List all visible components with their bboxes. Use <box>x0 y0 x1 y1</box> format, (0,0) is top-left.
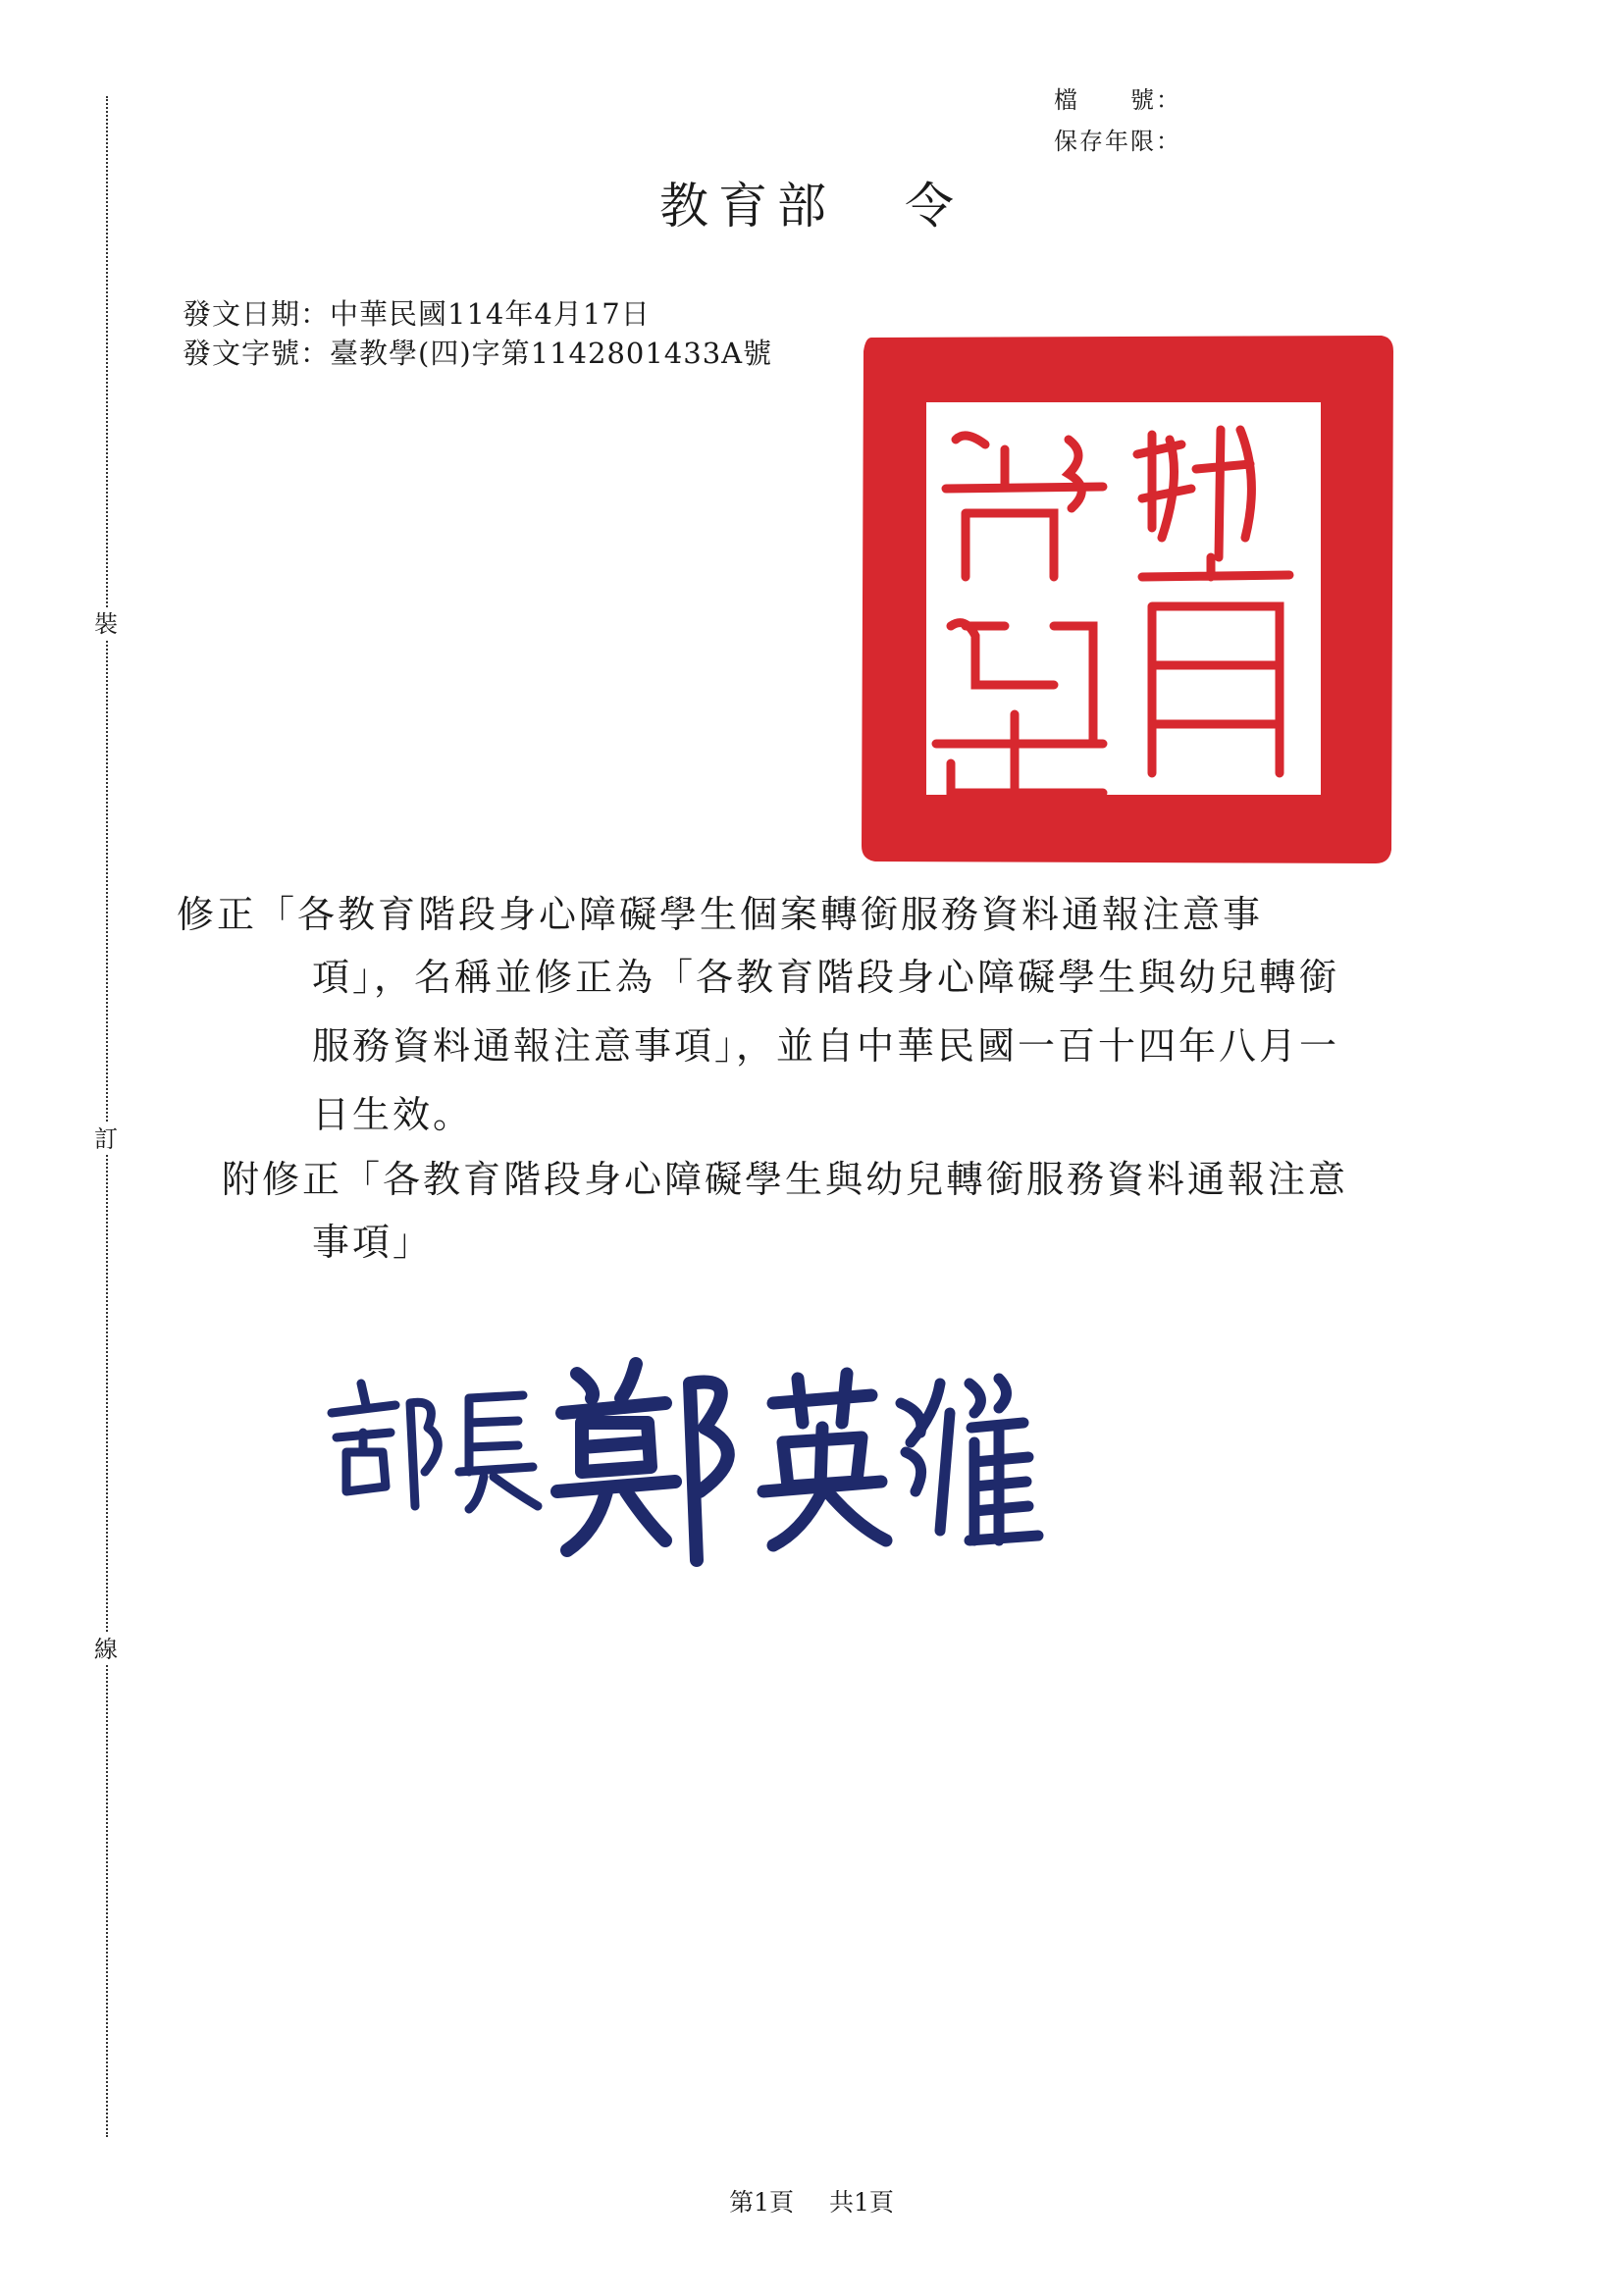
binding-mark-ding: 訂 <box>90 1123 122 1155</box>
issue-date-value: 中華民國114年4月17日 <box>330 297 651 331</box>
issue-number-value: 臺教學(四)字第1142801433A號 <box>330 337 773 370</box>
minister-signature <box>312 1344 1058 1570</box>
signature-title <box>312 1433 314 1434</box>
binding-line <box>106 96 108 2137</box>
page-number: 第1頁 <box>729 2188 794 2217</box>
attachment-line-1: 附修正「各教育階段身心障礙學生與幼兒轉銜服務資料通報注意 <box>222 1158 1349 1201</box>
page-total: 共1頁 <box>829 2188 894 2217</box>
binding-mark-xian: 線 <box>90 1634 122 1665</box>
document-title <box>0 167 1623 237</box>
issue-number-label: 發文字號： <box>183 337 331 370</box>
body-line-4: 日生效。 <box>312 1093 474 1136</box>
page-footer <box>0 2183 1623 2218</box>
attachment-line-2: 事項」 <box>312 1221 434 1264</box>
signature-name <box>471 1433 474 1434</box>
official-seal <box>858 332 1395 866</box>
retention-period-label: 保存年限： <box>1054 128 1181 155</box>
issue-date <box>183 292 651 333</box>
agency-name: 教育部 <box>659 178 836 235</box>
binding-mark-zhuang: 裝 <box>90 608 122 640</box>
body-line-1: 修正「各教育階段身心障礙學生個案轉銜服務資料通報注意事 <box>177 893 1264 936</box>
body-line-2: 項」，名稱並修正為「各教育階段身心障礙學生與幼兒轉銜 <box>312 956 1340 999</box>
issue-date-label: 發文日期： <box>183 297 331 331</box>
body-line-3: 服務資料通報注意事項」，並自中華民國一百十四年八月一 <box>312 1024 1340 1068</box>
file-number-label: 檔 號： <box>1054 86 1181 114</box>
issue-number <box>183 332 772 372</box>
document-type: 令 <box>905 178 964 235</box>
